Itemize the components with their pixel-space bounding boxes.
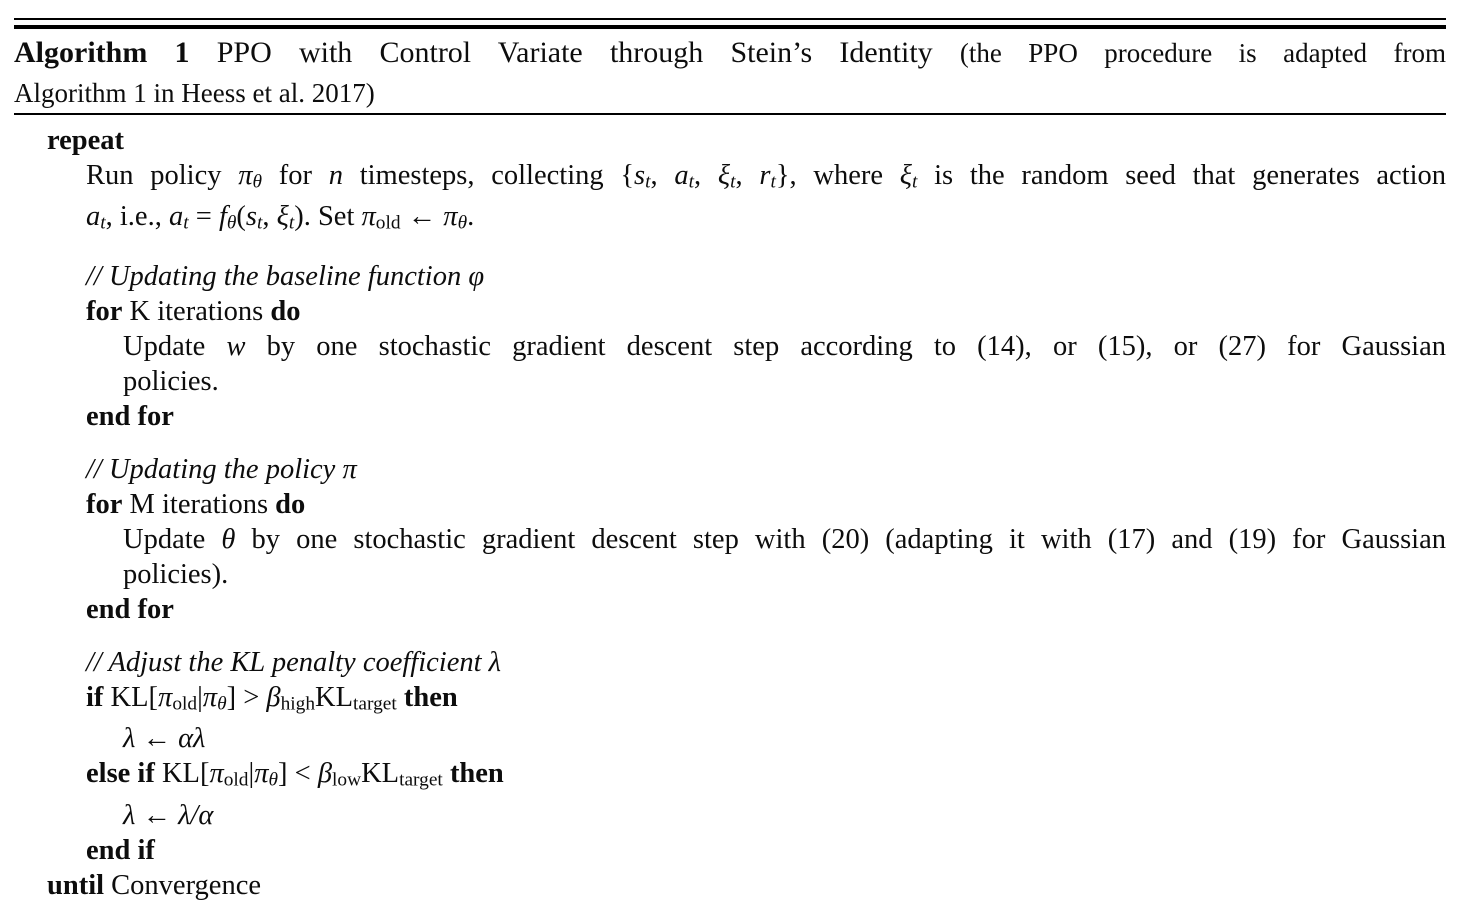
code-line-3 [14, 259, 1446, 294]
math-run: a [168, 201, 184, 233]
text-run: end if [86, 834, 155, 866]
text-run: high [280, 693, 316, 715]
math-run: π [361, 201, 376, 233]
math-run: s [634, 160, 646, 191]
code-line-10 [14, 522, 1446, 557]
text-run: | [197, 681, 203, 713]
math-run: π [202, 681, 218, 713]
text-run: Run policy [86, 160, 239, 191]
text-run: is the random seed that generates action [917, 160, 1447, 191]
text-run: old [375, 212, 401, 234]
math-run: β [317, 758, 333, 790]
text-run: K iterations [122, 295, 271, 327]
text-run: KL[ [103, 681, 159, 713]
caption-line-2 [14, 73, 1446, 113]
math-run: π [209, 758, 224, 790]
text-run: for [262, 160, 329, 191]
math-run: φ [468, 260, 485, 292]
code-line-2 [14, 199, 1446, 240]
text-run: ( [236, 201, 246, 233]
text-run: do [270, 295, 301, 327]
text-run [443, 758, 450, 789]
code-line-12 [14, 592, 1446, 627]
text-run: old [172, 693, 198, 715]
text-run: by one stochastic gradient descent step according to (14), or (15), or (27) for Gaussian [245, 330, 1446, 362]
math-run: θ [217, 693, 227, 715]
math-run: s [245, 201, 257, 233]
text-run: Convergence [104, 869, 261, 901]
math-run: θ [252, 171, 263, 193]
math-run: π [342, 453, 357, 485]
code-line-14 [14, 680, 1446, 721]
math-run: f [218, 201, 227, 233]
text-run: , [694, 160, 718, 191]
text-run: , [735, 160, 760, 191]
text-run: for [86, 488, 123, 520]
code-line-1 [14, 158, 1446, 199]
text-run: Update [123, 523, 222, 555]
text-run: KL [361, 758, 400, 790]
math-run: r [759, 160, 771, 191]
code-line-11 [14, 557, 1446, 592]
caption-line-1 [14, 33, 1446, 73]
text-run: low [332, 769, 362, 791]
text-run: ] > [226, 681, 267, 713]
math-run: λ [123, 723, 136, 755]
math-run: θ [226, 212, 237, 234]
text-run: policies). [123, 558, 229, 590]
text-run: target [353, 693, 397, 715]
algorithm-body [14, 115, 1446, 903]
code-line-0 [14, 123, 1446, 158]
text-run: // Updating the policy [86, 453, 343, 485]
text-run: for [86, 295, 123, 327]
math-run: t [730, 171, 736, 193]
text-run: , [262, 201, 277, 233]
code-line-5 [14, 329, 1446, 364]
algorithm-caption [14, 29, 1446, 113]
text-run: // Updating the baseline function [86, 260, 469, 292]
math-run: θ [457, 212, 468, 234]
text-run: do [275, 488, 306, 520]
math-run: t [688, 171, 695, 193]
text-run: . [467, 201, 475, 233]
math-run: θ [221, 523, 236, 555]
math-run: αλ [178, 723, 206, 755]
text-run: timesteps, collecting { [342, 160, 635, 191]
math-run: ξ [717, 160, 731, 191]
text-run: repeat [47, 125, 125, 156]
text-run: if [86, 681, 104, 713]
text-run: end for [86, 400, 174, 432]
math-run: t [183, 212, 189, 234]
code-line-7 [14, 399, 1446, 434]
text-run: }, where [775, 160, 900, 191]
code-line-16 [14, 756, 1446, 797]
text-run: , i.e., [105, 201, 169, 233]
text-run [397, 682, 404, 713]
text-run: , [650, 160, 675, 191]
text-run: then [403, 681, 458, 713]
text-run: Algorithm 1 in Heess et al. 2017) [14, 78, 375, 108]
text-run: Algorithm 1 [14, 36, 190, 69]
text-run: else if [86, 758, 155, 790]
math-run: t [288, 212, 295, 234]
text-run: Update [123, 330, 227, 362]
math-run: ξ [276, 201, 289, 233]
math-run: π [254, 758, 269, 790]
code-line-19 [14, 868, 1446, 903]
code-line-9 [14, 487, 1446, 522]
text-run: policies. [123, 365, 219, 397]
math-run: a [86, 201, 101, 233]
math-run: t [770, 171, 776, 193]
text-run: KL[ [154, 758, 210, 790]
code-line-15 [14, 721, 1446, 756]
text-run: KL [315, 681, 354, 713]
math-run: π [443, 201, 458, 233]
text-run: ). Set [294, 201, 362, 233]
math-run: β [266, 681, 281, 713]
code-line-4 [14, 294, 1446, 329]
math-run: π [158, 681, 173, 713]
text-run: // Adjust the KL penalty coefficient [86, 646, 489, 678]
text-run: = [188, 201, 219, 233]
math-run: w [226, 330, 246, 362]
text-run: (the PPO procedure is adapted from [959, 38, 1446, 68]
text-run: ] < [278, 758, 318, 790]
math-run: ξ [899, 160, 912, 191]
text-run: ← [135, 799, 179, 831]
math-run: n [328, 160, 343, 191]
math-run: π [238, 160, 253, 191]
text-run: target [399, 769, 443, 791]
math-run: t [912, 171, 918, 193]
text-run: end for [86, 593, 174, 625]
code-line-6 [14, 364, 1446, 399]
text-run: | [248, 758, 255, 790]
text-run: then [449, 758, 504, 790]
math-run: t [256, 212, 263, 234]
text-run: ← [135, 723, 179, 755]
algorithm-box [14, 18, 1446, 918]
math-run: λ [488, 646, 501, 678]
text-run: M iterations [122, 488, 276, 520]
text-run: until [47, 869, 105, 901]
math-run: t [100, 212, 106, 234]
math-run: θ [268, 769, 278, 791]
code-line-8 [14, 452, 1446, 487]
math-run: t [645, 171, 651, 193]
text-run: PPO with Control Variate through Stein’s Identity [189, 36, 960, 69]
math-run: λ/α [178, 799, 214, 831]
math-run: a [674, 160, 689, 191]
text-run: old [223, 769, 249, 791]
code-line-13 [14, 645, 1446, 680]
code-line-18 [14, 833, 1446, 868]
math-run: λ [123, 799, 136, 831]
top-rule-thin [14, 18, 1446, 20]
text-run: ← [400, 201, 444, 233]
code-line-17 [14, 798, 1446, 833]
text-run: by one stochastic gradient descent step with (20) (adapting it with (17) and (19) for Gaussian [235, 523, 1446, 555]
